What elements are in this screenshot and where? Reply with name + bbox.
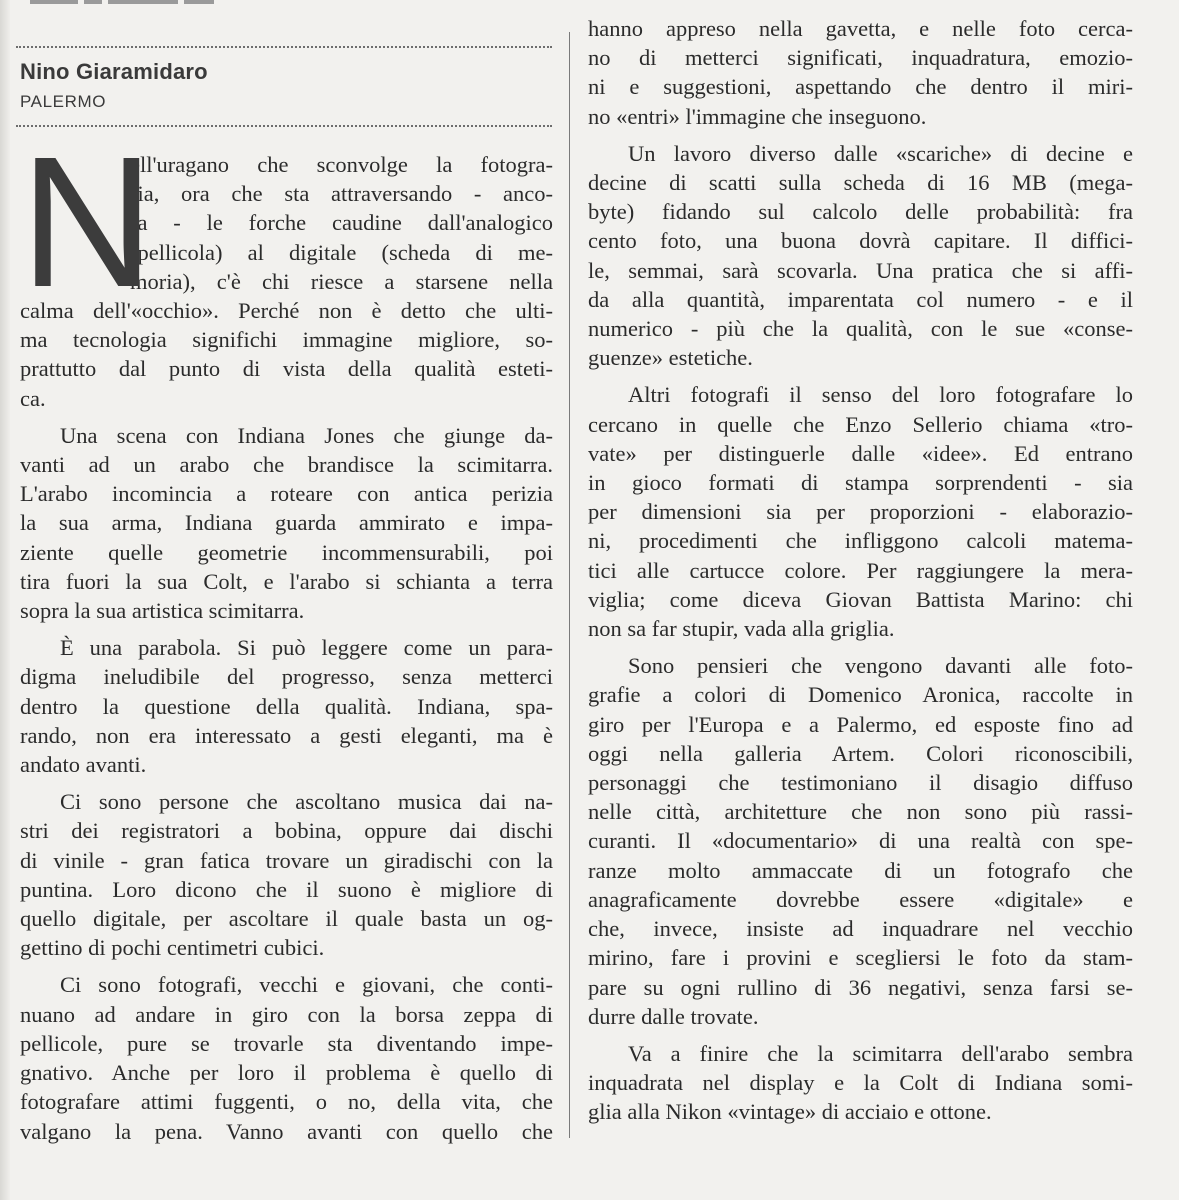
text-line: ca. [20, 385, 46, 411]
text-line: valgano la pena. Vanno avanti con quello che [20, 1118, 553, 1144]
text-line: L'arabo incomincia a roteare con antica perizia [20, 481, 553, 507]
text-line: non sa far stupir, vada alla griglia. [588, 616, 895, 642]
text-line: la sua arma, Indiana guarda ammirato e impa- [20, 510, 553, 536]
text-line: dentro la questione della qualità. Indiana, spa- [20, 693, 553, 719]
text-line: curanti. Il «documentario» di una realtà con spe- [588, 828, 1133, 854]
text-line: anagraficamente dovrebbe essere «digitale» e [588, 886, 1133, 912]
drop-cap-letter: N [20, 119, 151, 326]
text-line: grafie a colori di Domenico Aronica, raccolte in [588, 682, 1133, 708]
text-line: Va a finire che la scimitarra dell'arabo sembra [628, 1040, 1133, 1066]
text-line: gnativo. Anche per loro il problema è quello di [20, 1060, 553, 1086]
text-line: cento foto, una buona dovrà capitare. Il diffici- [588, 228, 1133, 254]
text-line: Sono pensieri che vengono davanti alle foto- [628, 653, 1133, 679]
text-line: pellicole, pure se trovarle sta diventando impe- [20, 1030, 553, 1056]
text-line: mirino, fare i provini e scegliersi le foto da stam- [588, 945, 1133, 971]
text-line: stri dei registratori a bobina, oppure dai dischi [20, 818, 553, 844]
article-paragraph [20, 421, 553, 625]
text-line: personaggi che testimoniano il disagio diffuso [588, 770, 1133, 796]
text-line: guenze» estetiche. [588, 345, 753, 371]
text-line: È una parabola. Si può leggere come un para- [60, 635, 553, 661]
text-line: byte) fidando sul calcolo delle probabilità: fra [588, 199, 1133, 225]
text-line: Altri fotografi il senso del loro fotografare lo [628, 382, 1133, 408]
text-line: viglia; come diceva Giovan Battista Marino: chi [588, 586, 1133, 612]
text-line: calma dell'«occhio». Perché non è detto che ulti- [20, 298, 553, 324]
text-line: ra - le forche caudine dall'analogico [130, 210, 553, 236]
article-paragraph [588, 380, 1133, 643]
text-line: rando, non era interessato a gesti eleganti, ma è [20, 722, 553, 748]
text-line: oggi nella galleria Artem. Colori riconoscibili, [588, 740, 1133, 766]
text-line: di vinile - gran fatica trovare un giradischi con la [20, 847, 553, 873]
text-line: vate» per distinguerle dalle «idee». Ed entrano [588, 440, 1133, 466]
text-line: durre dalle trovate. [588, 1003, 759, 1029]
byline [20, 58, 208, 114]
article-paragraph [588, 1039, 1133, 1127]
page-edge-shadow [0, 0, 10, 1200]
text-line: quello digitale, per ascoltare il quale basta un og- [20, 906, 553, 932]
text-line: tira fuori la sua Colt, e l'arabo si schianta a terra [20, 568, 553, 594]
text-line: Ci sono persone che ascoltano musica dai na- [60, 789, 553, 815]
text-line: glia alla Nikon «vintage» di acciaio e ottone. [588, 1099, 992, 1125]
text-line: no di metterci significati, inquadratura, emozio- [588, 45, 1133, 71]
text-line: Una scena con Indiana Jones che giunge da- [60, 422, 553, 448]
article-paragraph [20, 119, 553, 413]
text-line: ma tecnologia significhi immagine migliore, so- [20, 327, 553, 353]
text-line: fia, ora che sta attraversando - anco- [130, 181, 553, 207]
text-line: giro per l'Europa e a Palermo, ed esposte fino ad [588, 711, 1133, 737]
text-line: hanno appreso nella gavetta, e nelle foto cerca- [588, 16, 1133, 41]
text-line: nuano ad andare in giro con la borsa zeppa di [20, 1001, 553, 1027]
byline-top-rule [16, 46, 552, 48]
text-line: Ci sono fotografi, vecchi e giovani, che conti- [60, 972, 553, 998]
article-right-column [588, 14, 1133, 1135]
column-divider [569, 32, 570, 1138]
text-line: in gioco formati di stampa sorprendenti - sia [588, 470, 1133, 496]
text-line: Un lavoro diverso dalle «scariche» di decine e [628, 140, 1133, 166]
text-line: le, semmai, sarà scovarla. Una pratica che si affi- [588, 257, 1133, 283]
text-line: ziente quelle geometrie incommensurabili, poi [20, 539, 553, 565]
text-line: da alla quantità, imparentata col numero - e il [588, 286, 1133, 312]
author-name: Nino Giaramidaro [20, 59, 208, 84]
text-line: prattutto dal punto di vista della qualità esteti- [20, 356, 553, 382]
text-line: gettino di pochi centimetri cubici. [20, 935, 325, 961]
text-line: digma ineludibile del progresso, senza metterci [20, 664, 553, 690]
text-line: numerico - più che la qualità, con le sue «conse- [588, 316, 1133, 342]
text-line: decine di scatti sulla scheda di 16 MB (mega- [588, 170, 1133, 196]
article-paragraph [20, 787, 553, 962]
article-paragraph [20, 633, 553, 779]
text-line: puntina. Loro dicono che il suono è migliore di [20, 876, 553, 902]
text-line: pare su ogni rullino di 36 negativi, senza farsi se- [588, 974, 1133, 1000]
article-paragraph [588, 14, 1133, 131]
text-line: no «entri» l'immagine che inseguono. [588, 103, 927, 129]
text-line: che, invece, insiste ad inquadrare nel vecchio [588, 916, 1133, 942]
text-line: tici alle cartucce colore. Per raggiungere la mera- [588, 557, 1133, 583]
text-line: ni e suggestioni, aspettando che dentro il miri- [588, 74, 1133, 100]
article-left-column [20, 119, 553, 1154]
text-line: andato avanti. [20, 752, 147, 778]
text-line: cercano in quelle che Enzo Sellerio chiama «tro- [588, 411, 1133, 437]
text-line: inquadrata nel display e la Colt di Indiana somi- [588, 1070, 1133, 1096]
text-line: sopra la sua artistica scimitarra. [20, 598, 305, 624]
text-line: vanti ad un arabo che brandisce la scimitarra. [20, 452, 553, 478]
article-paragraph [20, 970, 553, 1145]
article-paragraph [588, 651, 1133, 1031]
text-line: ranze molto ammaccate di un fotografo che [588, 857, 1133, 883]
article-paragraph [588, 139, 1133, 373]
text-line: ell'uragano che sconvolge la fotogra- [130, 152, 553, 177]
text-line: nelle città, architetture che non sono più rassi- [588, 799, 1133, 825]
cropped-header-remnant [30, 0, 550, 6]
text-line: (pellicola) al digitale (scheda di me- [130, 239, 553, 265]
dateline-place: PALERMO [20, 92, 107, 111]
text-line: fotografare attimi fuggenti, o no, della vita, che [20, 1089, 553, 1115]
text-line: moria), c'è chi riesce a starsene nella [130, 268, 553, 294]
text-line: per dimensioni sia per proporzioni - elaborazio- [588, 499, 1133, 525]
text-line: ni, procedimenti che infliggono calcoli matema- [588, 528, 1133, 554]
